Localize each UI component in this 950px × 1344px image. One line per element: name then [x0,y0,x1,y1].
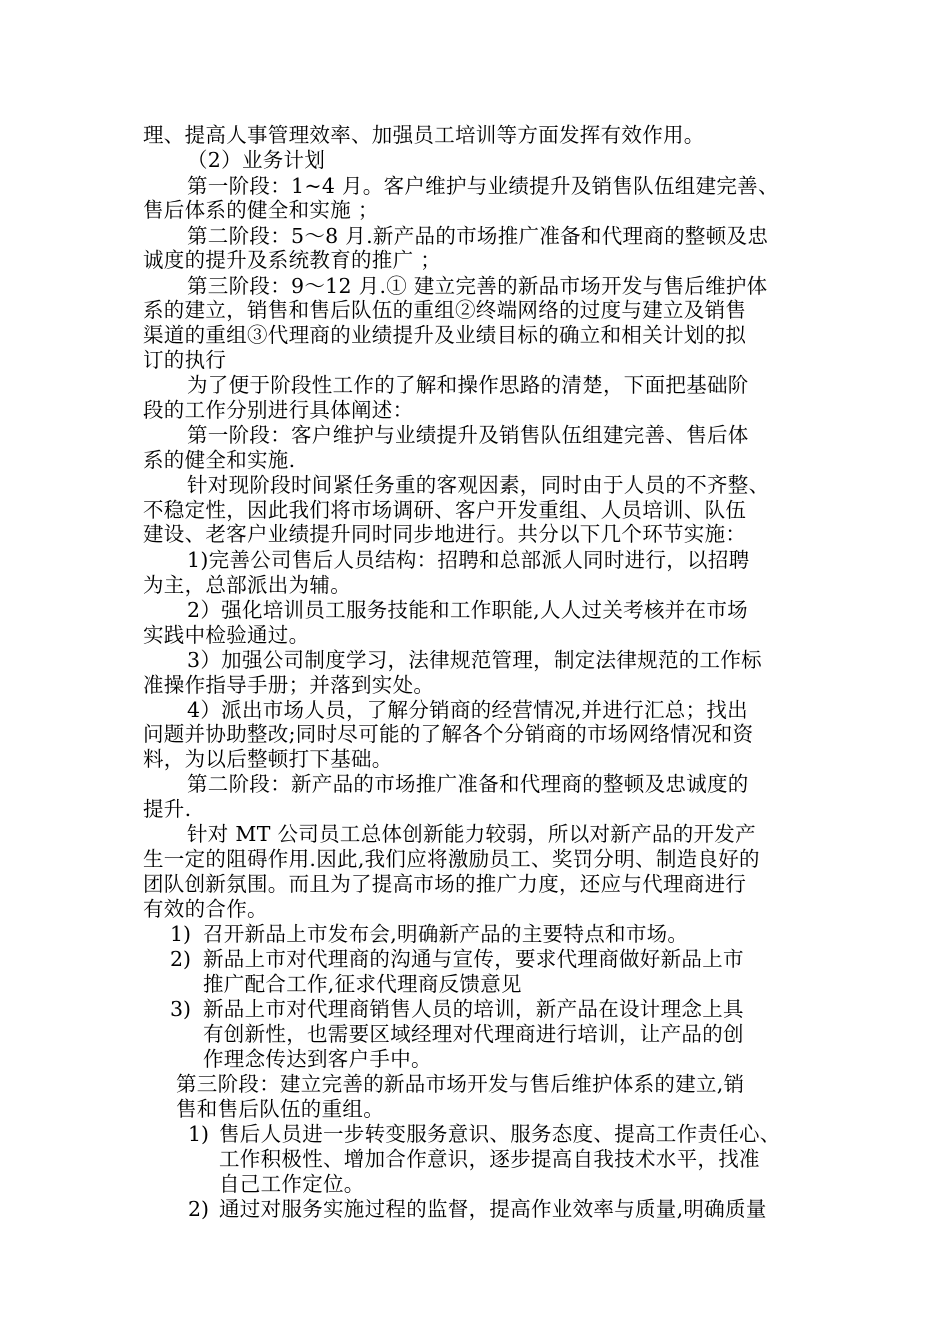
text-line: 召开新品上市发布会,明确新产品的主要特点和市场。 [203,922,689,946]
text-line: 有创新性，也需要区域经理对代理商进行培训，让产品的创 [203,1022,744,1046]
text-line: 订的执行 [143,348,227,372]
text-line: 2）强化培训员工服务技能和工作职能,人人过关考核并在市场 [187,598,748,622]
text-line: 第三阶段：9～12 月.① 建立完善的新品市场开发与售后维护体 [187,274,768,298]
text-line: 提升. [143,797,192,821]
text-line: 渠道的重组③代理商的业绩提升及业绩目标的确立和相关计划的拟 [143,323,747,347]
text-line: 推广配合工作,征求代理商反馈意见 [203,972,522,996]
text-line: 第二阶段：5～8 月.新产品的市场推广准备和代理商的整顿及忠 [187,224,769,248]
text-line: 第二阶段：新产品的市场推广准备和代理商的整顿及忠诚度的 [187,772,749,796]
text-line: 售和售后队伍的重组。 [176,1097,384,1121]
list-number: 1) [170,922,192,946]
text-line: 针对 MT 公司员工总体创新能力较弱，所以对新产品的开发产 [187,822,756,846]
text-line: 新品上市对代理商的沟通与宣传，要求代理商做好新品上市 [203,947,744,971]
text-line: 为主，总部派出为辅。 [143,573,351,597]
text-line: 作理念传达到客户手中。 [203,1047,432,1071]
text-line: 准操作指导手册；并落到实处。 [143,673,435,697]
text-line: 售后体系的健全和实施 ； [143,198,379,222]
text-line: 实践中检验通过。 [143,623,310,647]
text-line: 为了便于阶段性工作的了解和操作思路的清楚，下面把基础阶 [187,373,749,397]
text-line: 针对现阶段时间紧任务重的客观因素，同时由于人员的不齐整、 [187,473,770,497]
list-number: 2) [188,1197,210,1221]
text-line: 生一定的阻碍作用.因此,我们应将激励员工、奖罚分明、制造良好的 [143,847,760,871]
text-line: 问题并协助整改;同时尽可能的了解各个分销商的市场网络情况和资 [143,722,754,746]
text-line: 售后人员进一步转变服务意识、服务态度、提高工作责任心、 [219,1122,781,1146]
list-number: 3) [170,997,192,1021]
text-line: 系的建立，销售和售后队伍的重组②终端网络的过度与建立及销售 [143,298,747,322]
text-line: 料，为以后整顿打下基础。 [143,747,393,771]
text-line: 建设、老客户业绩提升同时同步地进行。共分以下几个环节实施： [143,522,747,546]
text-line: 第一阶段：客户维护与业绩提升及销售队伍组建完善、售后体 [187,423,749,447]
text-line: 理、提高人事管理效率、加强员工培训等方面发挥有效作用。 [143,123,705,147]
text-line: 通过对服务实施过程的监督，提高作业效率与质量,明确质量 [219,1197,767,1221]
text-line: 新品上市对代理商销售人员的培训，新产品在设计理念上具 [203,997,744,1021]
text-line: 诚度的提升及系统教育的推广 ； [143,248,442,272]
text-line: 团队创新氛围。而且为了提高市场的推广力度，还应与代理商进行 [143,872,747,896]
text-line: 工作积极性、增加合作意识，逐步提高自我技术水平，找准 [219,1147,760,1171]
text-line: 第三阶段：建立完善的新品市场开发与售后维护体系的建立,销 [176,1072,745,1096]
text-line: 自己工作定位。 [219,1172,365,1196]
text-line: 3）加强公司制度学习，法律规范管理，制定法律规范的工作标 [187,648,762,672]
list-number: 1) [188,1122,210,1146]
text-line: 第一阶段：1~4 月。客户维护与业绩提升及销售队伍组建完善、 [187,174,779,198]
text-line: 系的健全和实施. [143,448,296,472]
text-line: 不稳定性，因此我们将市场调研、客户开发重组、人员培训、队伍 [143,498,747,522]
text-line: 段的工作分别进行具体阐述： [143,398,414,422]
list-number: 2) [170,947,192,971]
text-line: 有效的合作。 [143,897,268,921]
text-line: 1)完善公司售后人员结构：招聘和总部派人同时进行，以招聘 [187,548,750,572]
section-heading: （2）业务计划 [187,148,326,172]
text-line: 4）派出市场人员，了解分销商的经营情况,并进行汇总；找出 [187,698,748,722]
